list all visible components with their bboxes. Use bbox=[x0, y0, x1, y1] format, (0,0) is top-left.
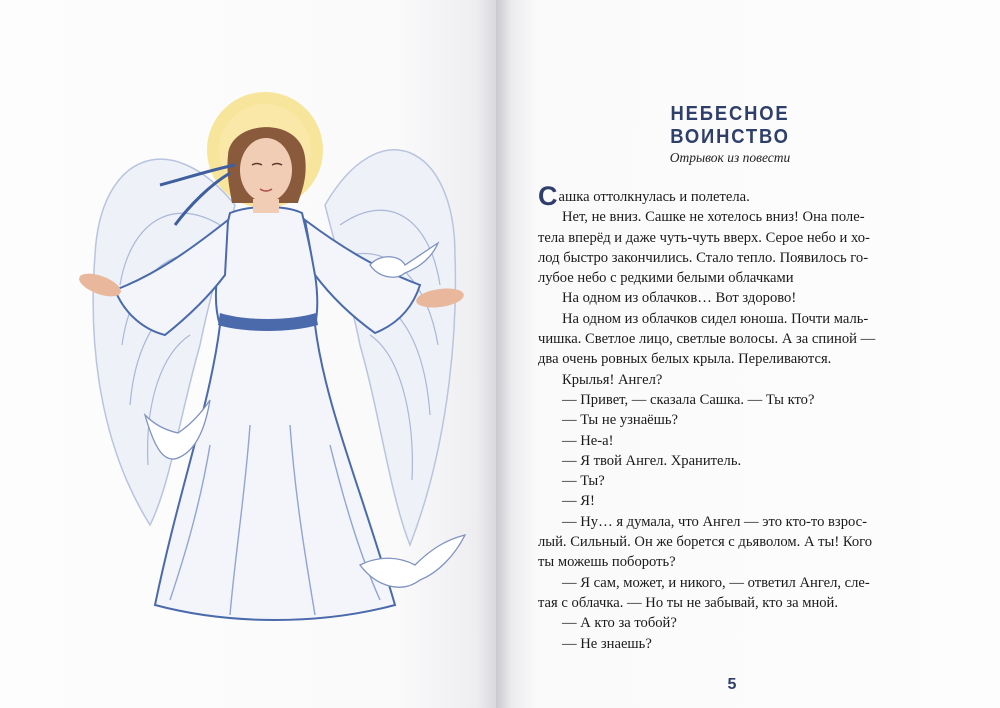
story-line: тела вперёд и даже чуть-чуть вверх. Серое небо и хо- bbox=[538, 229, 870, 246]
story-line: — А кто за тобой? bbox=[562, 615, 677, 632]
story-line: ты можешь побороть? bbox=[538, 554, 676, 571]
story-line: — Ты? bbox=[562, 473, 605, 490]
story-line: — Привет, — сказала Сашка. — Ты кто? bbox=[562, 391, 815, 408]
story-line: лый. Сильный. Он же борется с дьяволом. А ты! Кого bbox=[538, 534, 873, 551]
story-line: — Я твой Ангел. Хранитель. bbox=[562, 452, 742, 469]
story-line: — Не знаешь? bbox=[562, 635, 652, 652]
story-line: На одном из облачков сидел юноша. Почти маль- bbox=[562, 310, 869, 327]
page-subtitle: Отрывок из повести bbox=[669, 150, 791, 165]
story-text bbox=[538, 181, 943, 654]
left-page bbox=[0, 0, 496, 708]
story-line: — Ты не узнаёшь? bbox=[562, 412, 679, 429]
page-number: 5 bbox=[727, 676, 737, 693]
story-line: — Ну… я думала, что Ангел — это кто-то взрос- bbox=[562, 513, 867, 530]
story-line: — Не-а! bbox=[562, 432, 614, 449]
story-line bbox=[538, 181, 943, 211]
drop-cap: С bbox=[538, 181, 558, 211]
story-line: — Я сам, может, и никого, — ответил Ангел, сле- bbox=[562, 574, 870, 591]
story-line: тая с облачка. — Но ты не забывай, кто за мной. bbox=[538, 594, 839, 611]
story-line: — Я! bbox=[562, 493, 595, 510]
page-title: НЕБЕСНОЕ ВОИНСТВО bbox=[670, 103, 790, 148]
face bbox=[240, 138, 292, 202]
story-line: Нет, не вниз. Сашке не хотелось вниз! Она поле- bbox=[562, 209, 865, 226]
story-line: лубое небо с редкими белыми облачками bbox=[538, 270, 794, 287]
story-line: чишка. Светлое лицо, светлые волосы. А за спиной — bbox=[538, 331, 876, 348]
story-line: Крылья! Ангел? bbox=[562, 371, 663, 388]
angel-illustration bbox=[60, 85, 480, 625]
story-line: лод быстро закончились. Стало тепло. Появилось го- bbox=[538, 249, 869, 266]
story-line: два очень ровных белых крыла. Переливаются. bbox=[538, 351, 832, 368]
first-line-text: ашка оттолкнулась и полетела. bbox=[558, 189, 750, 205]
story-line: На одном из облачков… Вот здорово! bbox=[562, 290, 797, 307]
